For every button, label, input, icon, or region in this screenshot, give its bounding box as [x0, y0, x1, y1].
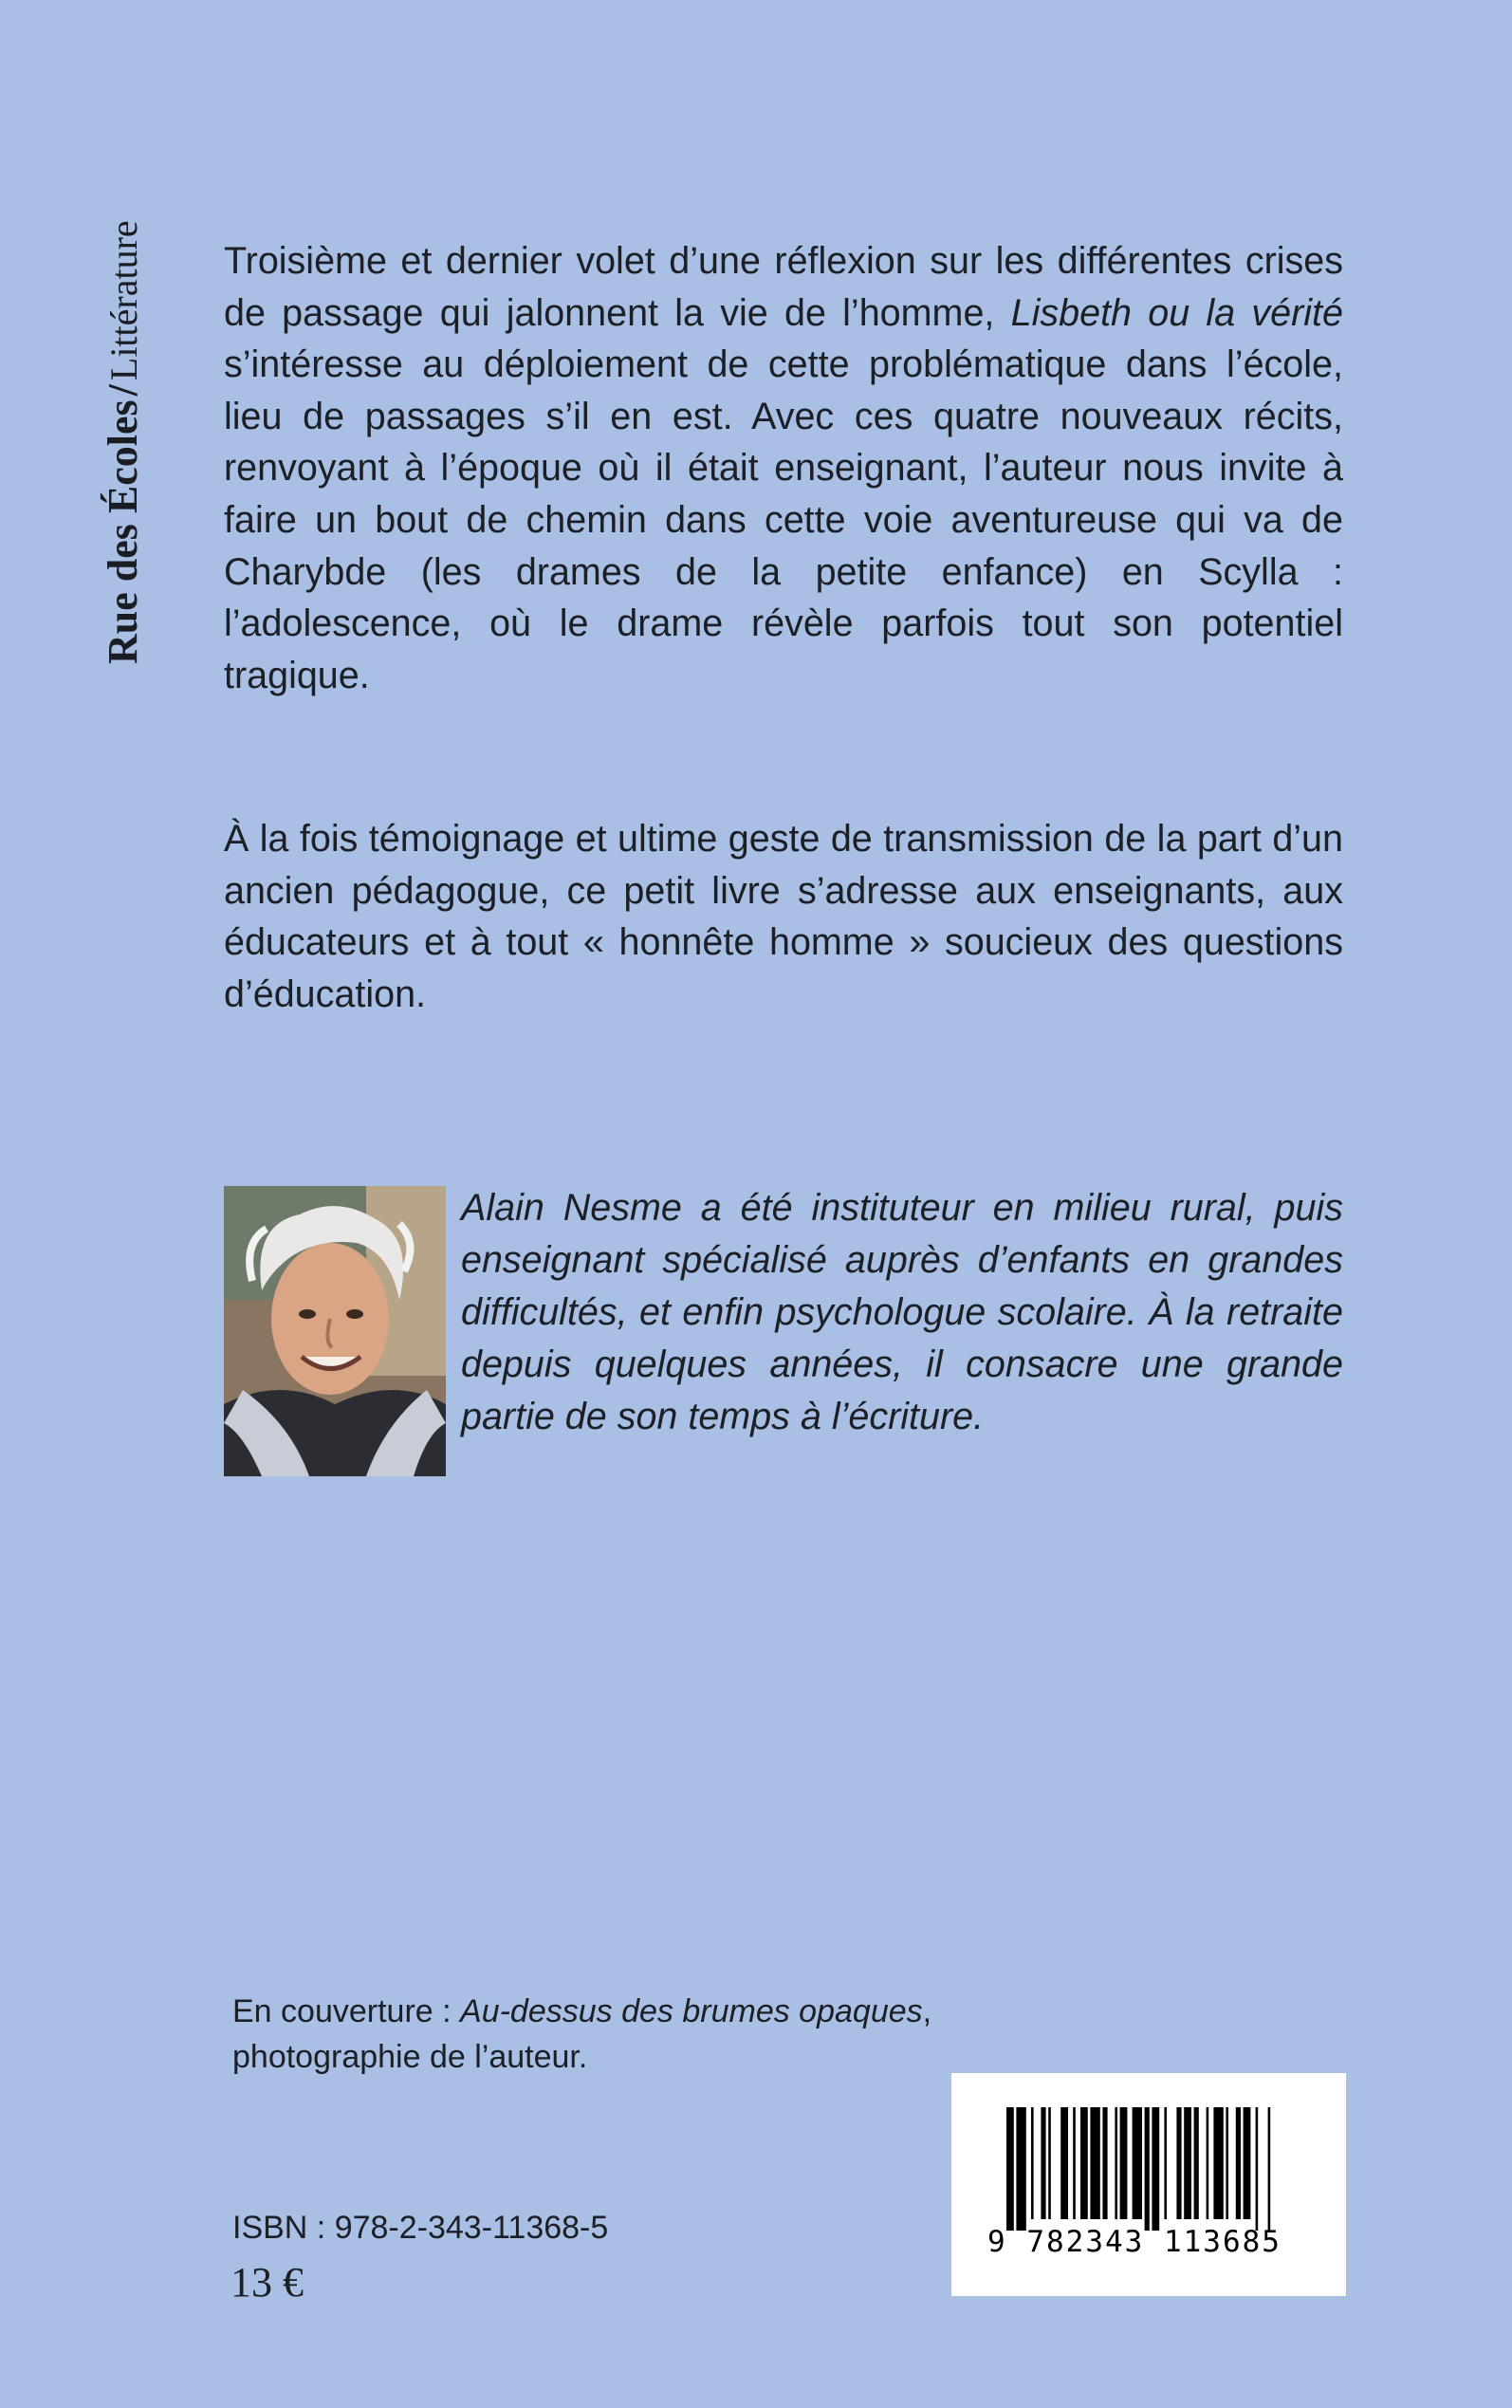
barcode-bar [1060, 2107, 1068, 2219]
blurb-text-end: s’intéresse au déploiement de cette problématique dans l’école, lieu de passages s’il en est. Avec ces quatre nouveaux récits, renvoyant à l’époque où il était enseignant, l’auteur nous invite à faire un bout de chemin dans cette voie aventureuse qui va de Charybde (les drames de la petite enfance) en Scylla : l’adolescence, où le drame révèle parfois tout son potentiel tragique. [224, 343, 1343, 696]
author-bio: Alain Nesme a été instituteur en milieu rural, puis enseignant spécialisé auprès d’enfants en grandes difficultés, et enfin psychologue scolaire. À la retraite depuis quelques années, il consacre une grande partie de son temps à l’écriture. [461, 1187, 1343, 1437]
barcode-bar [1244, 2107, 1251, 2219]
barcode-bar [1145, 2107, 1150, 2231]
barcode-bar [1164, 2107, 1167, 2219]
book-title: Lisbeth ou la vérité [1010, 291, 1343, 334]
credits-suffix: , [922, 1993, 932, 2029]
barcode-bar [1006, 2107, 1014, 2231]
barcode-bar [1152, 2107, 1159, 2231]
author-photo [224, 1186, 446, 1476]
barcode-bar [1236, 2107, 1241, 2219]
barcode-bar [1268, 2107, 1271, 2231]
barcode-bar [1194, 2107, 1199, 2219]
credits-line-2: photographie de l’auteur. [232, 2039, 588, 2075]
barcode-bar [1048, 2107, 1051, 2219]
barcode [951, 2073, 1346, 2296]
barcode-bar [1176, 2107, 1181, 2219]
barcode-bar [1073, 2107, 1076, 2219]
cover-photo-title: Au-dessus des brumes opaques [460, 1993, 923, 2029]
blurb-text-start: Troisième et dernier volet d’une réflexion sur les différentes crises de passage qui jalonnent la vie de l’homme, [224, 240, 1343, 334]
barcode-bar [1115, 2107, 1117, 2219]
isbn-number: ISBN : 978-2-343-11368-5 [232, 2210, 609, 2246]
barcode-bar [1213, 2107, 1223, 2219]
barcode-bar [1102, 2107, 1107, 2219]
barcode-bar [1207, 2107, 1209, 2219]
barcode-bar [1031, 2107, 1034, 2219]
collection-name: Rue des Écoles [100, 399, 146, 664]
spine-separator: / [100, 384, 146, 397]
genre-label: Littérature [102, 220, 145, 381]
barcode-bar [1041, 2107, 1045, 2219]
blurb-paragraph-2: À la fois témoignage et ultime geste de transmission de la part d’un ancien pédagogue, ce petit livre s’adresse aux enseignants, aux éducateurs et à tout « honnête homme » soucieux des questions d’éducation. [224, 818, 1343, 1015]
barcode-bar [1133, 2107, 1142, 2219]
price-label: 13 € [230, 2259, 304, 2306]
barcode-bar [1080, 2107, 1088, 2219]
credits-prefix: En couverture : [232, 1993, 461, 2029]
barcode-bar [1226, 2107, 1228, 2219]
barcode-bar [1120, 2107, 1128, 2219]
barcode-bar [1090, 2107, 1099, 2219]
barcode-bar [1184, 2107, 1191, 2219]
barcode-bar [1256, 2107, 1259, 2231]
barcode-digits: 9 782343 113685 [987, 2225, 1282, 2259]
cover-credits [232, 1989, 931, 2080]
blurb-paragraph-1 [224, 235, 1343, 701]
spine-title [95, 0, 152, 664]
barcode-bar [1016, 2107, 1025, 2231]
barcode-bars [1006, 2107, 1300, 2231]
